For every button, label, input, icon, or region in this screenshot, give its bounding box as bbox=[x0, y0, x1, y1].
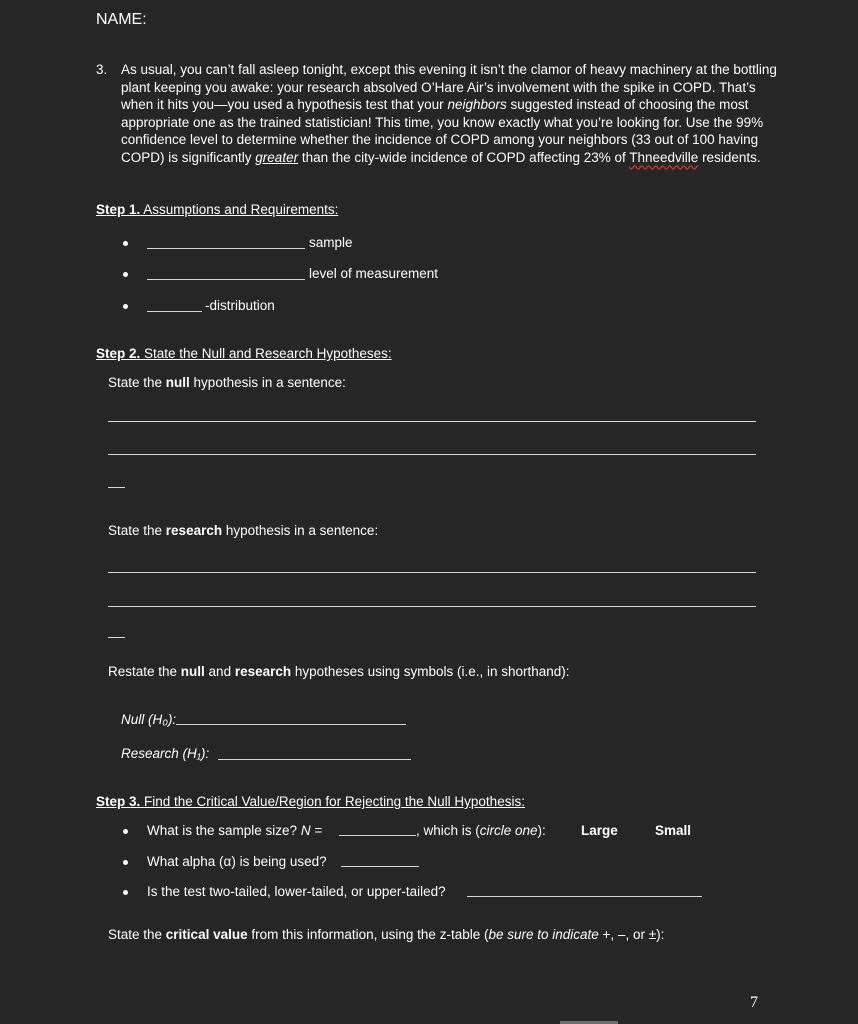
step1-heading: Step 1. Assumptions and Requirements: bbox=[96, 202, 339, 217]
research-symbol-blank[interactable] bbox=[218, 759, 411, 760]
measurement-blank[interactable] bbox=[147, 279, 305, 280]
sample-label: sample bbox=[309, 235, 353, 250]
research-answer-line-1[interactable] bbox=[108, 572, 756, 573]
critical-value-prompt: State the critical value from this information, using the z-table (be sure to indicate +, –, or ±): bbox=[108, 927, 665, 942]
null-prompt: State the null hypothesis in a sentence: bbox=[108, 375, 346, 390]
emph-greater: greater bbox=[255, 149, 299, 165]
sample-size-followup: , which is (circle one): bbox=[416, 823, 546, 838]
option-large[interactable]: Large bbox=[581, 823, 618, 838]
null-symbol-label: Null (H₀): bbox=[121, 712, 177, 727]
tail-question: Is the test two-tailed, lower-tailed, or upper-tailed? bbox=[147, 884, 446, 899]
tail-blank[interactable] bbox=[467, 896, 702, 897]
distribution-blank[interactable] bbox=[147, 311, 202, 312]
distribution-label: -distribution bbox=[205, 298, 275, 313]
research-symbol-label: Research (H₁): bbox=[121, 746, 210, 761]
sample-size-question: What is the sample size? N = bbox=[147, 823, 323, 838]
step3-heading: Step 3. Find the Critical Value/Region for Rejecting the Null Hypothesis: bbox=[96, 794, 525, 809]
restate-prompt: Restate the null and research hypotheses using symbols (i.e., in shorthand): bbox=[108, 664, 570, 679]
alpha-blank[interactable] bbox=[341, 866, 419, 867]
bullet bbox=[123, 241, 128, 246]
bullet bbox=[123, 304, 128, 309]
emph-neighbors: neighbors bbox=[447, 97, 507, 112]
bullet bbox=[123, 860, 128, 865]
sample-blank[interactable] bbox=[147, 248, 305, 249]
bullet bbox=[123, 272, 128, 277]
null-answer-line-3[interactable] bbox=[108, 487, 125, 488]
town-name: Thneedville bbox=[629, 149, 699, 165]
bullet bbox=[123, 829, 128, 834]
problem-number: 3. bbox=[96, 62, 108, 77]
alpha-question: What alpha (α) is being used? bbox=[147, 854, 327, 869]
measurement-label: level of measurement bbox=[309, 266, 439, 281]
research-answer-line-2[interactable] bbox=[108, 606, 756, 607]
step2-heading: Step 2. State the Null and Research Hypotheses: bbox=[96, 346, 392, 361]
null-answer-line-2[interactable] bbox=[108, 454, 756, 455]
null-symbol-blank[interactable] bbox=[176, 724, 406, 725]
page-number: 7 bbox=[750, 994, 758, 1011]
research-answer-line-3[interactable] bbox=[108, 637, 125, 638]
problem-text: As usual, you can’t fall asleep tonight, except this evening it isn’t the clamor of heavy machinery at the bottling plant keeping you awake: your research absolved O’Hare Air’s involvement with the spike in COPD. That’s when it hits you—you used a hypothesis test that your neighbors suggested instead of choosing the most appropriate one as the trained statistician! This time, you know exactly what you’re looking for. Use the 99% confidence level to determine whether the incidence of COPD among your neighbors (33 out of 100 having COPD) is significantly greater than the city-wide incidence of COPD affecting 23% of Thneedville residents. bbox=[121, 62, 777, 165]
option-small[interactable]: Small bbox=[655, 823, 692, 838]
name-label: NAME: bbox=[96, 11, 147, 28]
null-answer-line-1[interactable] bbox=[108, 421, 756, 422]
sample-size-blank[interactable] bbox=[339, 835, 416, 836]
bullet bbox=[123, 890, 128, 895]
research-prompt: State the research hypothesis in a sentence: bbox=[108, 523, 379, 538]
